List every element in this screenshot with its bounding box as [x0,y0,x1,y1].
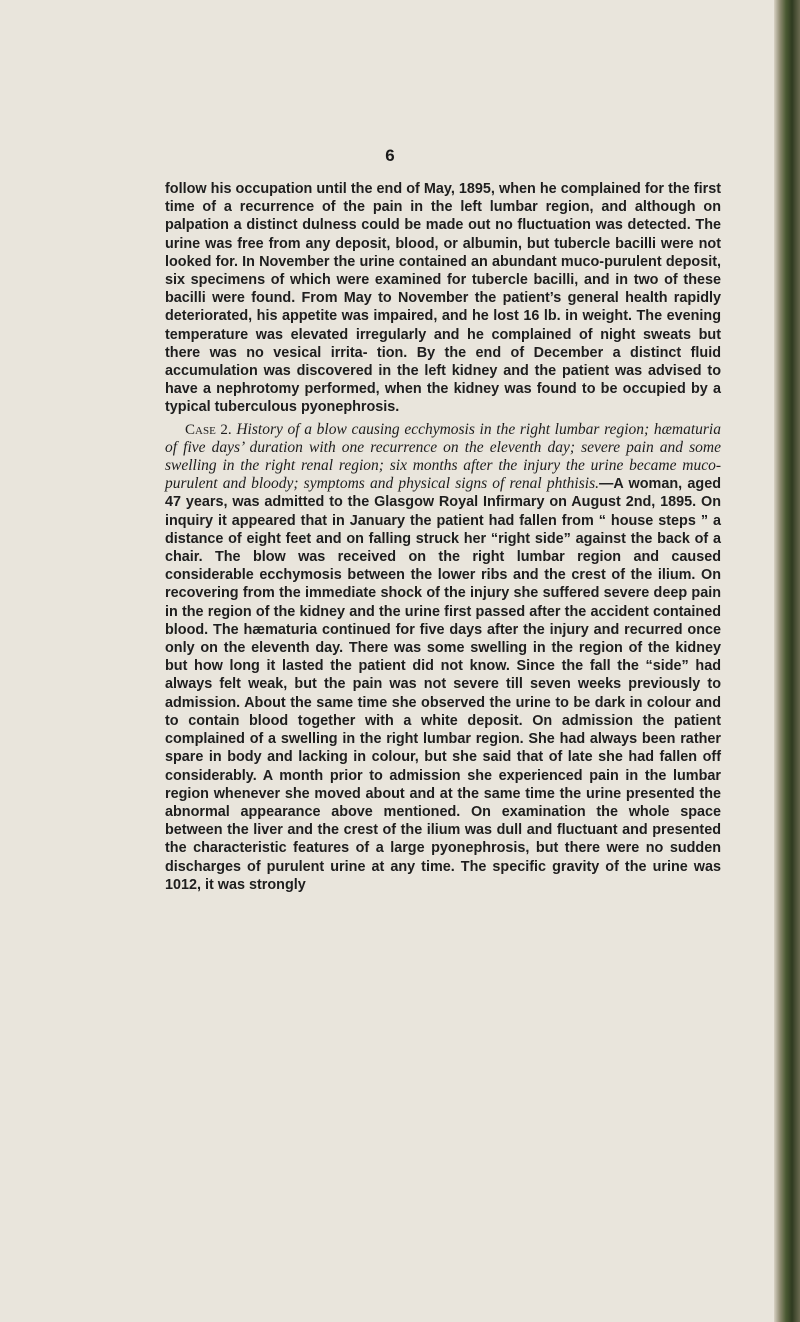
page-number: 6 [385,146,395,165]
case-body: —A woman, aged 47 years, was admitted to the Glasgow Royal Infirmary on August 2nd, 1895. On inquiry it appeared that in January the patient had fallen from “ house steps ” a distance of eight feet and on falling struck her “right side” against the back of a chair. The blow was received on the right lumbar region and caused considerable ecchymosis between the lower ribs and the crest of the ilium. On recovering from the immediate shock of the injury she suffered severe deep pain in the region of the kidney and the urine first passed after the accident contained blood. The hæmaturia continued for five days after the injury and recurred once only on the eleventh day. There was some swelling in the region of the kidney but how long it lasted the patient did not know. Since the fall the “side” had always felt weak, but the pain was not severe till seven weeks previously to admission. About the same time she observed the urine to be dark in colour and to contain blood together with a white deposit. On admission the patient complained of a swelling in the right lumbar region. She had always been rather spare in body and lacking in colour, but she said that of late she had fallen off considerably. A month prior to admission she experienced pain in the lumbar region whenever she moved about and at the same time the urine presented the abnormal appearance above mentioned. On examination the whole space between the liver and the crest of the ilium was dull and fluctuant and presented the characteristic features of a large pyonephrosis, but there were no sudden discharges of purulent urine at any time. The specific gravity of the urine was 1012, it was strongly [165,476,722,893]
paragraph-continuation: follow his occupation until the end of May, 1895, when he complained for the first time of a recurrence of the pain in the left lumbar region, and although on palpation a distinct dulness could be made out no fluctuation was detected. The urine was free from any deposit, blood, or albumin, but tubercle bacilli were not looked for. In November the urine contained an abundant muco-purulent deposit, six specimens of which were examined for tubercle bacilli, and in two of these bacilli were found. From May to November the patient’s general health rapidly deteriorated, his appetite was impaired, and he lost 16 lb. in weight. The evening temperature was elevated irregularly and he complained of night sweats but there was no vesical irrita- tion. By the end of December a distinct fluid accumulation was discovered in the left kidney and the patient was advised to have a nephrotomy performed, when the kidney was found to be occupied by a typical tuberculous pyonephrosis. [165,181,721,416]
paragraph-case-2 [165,421,721,894]
body-text [165,180,721,894]
page-binding-edge [774,0,800,1322]
case-label: Case 2. [185,421,232,438]
case-heading: History of a blow causing ecchymosis in the right lumbar region; hæmaturia of five days’ duration with one recurrence on the eleventh day; severe pain and some swelling in the right renal region; six months after the injury the urine became muco-purulent and bloody; symptoms and physical signs of renal phthisis. [165,420,721,493]
